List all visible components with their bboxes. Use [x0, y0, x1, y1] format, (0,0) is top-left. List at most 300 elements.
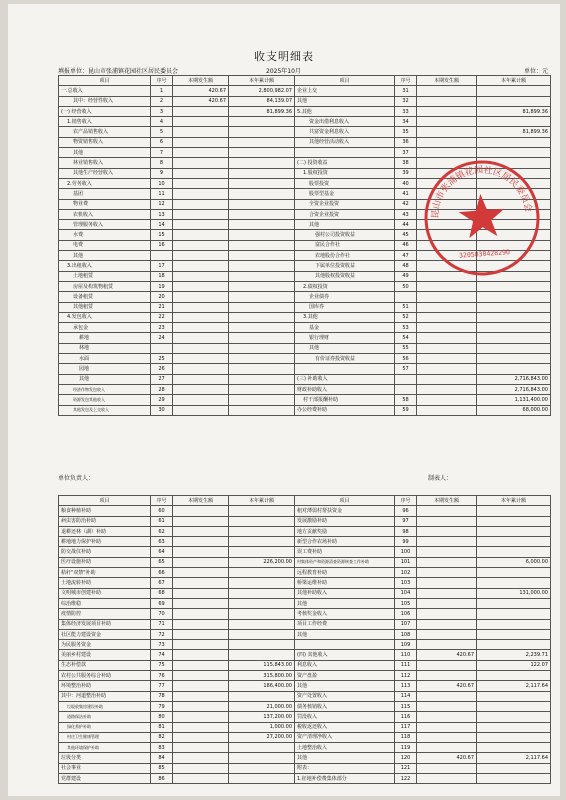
- column-header: 项目: [295, 76, 395, 86]
- right-item-cell: 办公经费补助: [295, 405, 395, 415]
- right-item-cell: 银行理财: [295, 333, 395, 343]
- right-item-cell: 发展激励补助: [295, 516, 395, 526]
- left-ytd-cell: [229, 240, 295, 250]
- right-ytd-cell: [477, 537, 551, 547]
- table-row: [59, 343, 551, 353]
- left-seq-cell: 85: [151, 763, 173, 773]
- left-period-cell: [173, 137, 229, 147]
- right-item-cell: 其他: [295, 220, 395, 230]
- left-ytd-cell: 137,200.00: [229, 712, 295, 722]
- left-period-cell: [173, 640, 229, 650]
- right-ytd-cell: [477, 743, 551, 753]
- column-header: 序号: [395, 496, 417, 506]
- right-period-cell: [417, 364, 477, 374]
- table-row: [59, 681, 551, 691]
- table-row: [59, 774, 551, 784]
- left-ytd-cell: [229, 261, 295, 271]
- left-item-cell: 综治维稳: [59, 598, 151, 608]
- column-header: 序号: [395, 76, 417, 86]
- right-ytd-cell: [477, 526, 551, 536]
- left-seq-cell: 71: [151, 619, 173, 629]
- left-ytd-cell: [229, 537, 295, 547]
- right-item-cell: 其他: [295, 343, 395, 353]
- left-item-cell: 1.销售收入: [59, 117, 151, 127]
- left-ytd-cell: [229, 281, 295, 291]
- right-period-cell: [417, 354, 477, 364]
- right-item-cell: 其他: [295, 629, 395, 639]
- right-seq-cell: 116: [395, 712, 417, 722]
- right-ytd-cell: [477, 292, 551, 302]
- preparer-label: 制表人：: [428, 475, 453, 482]
- right-item-cell: 富民合作社: [295, 240, 395, 250]
- right-ytd-cell: [477, 732, 551, 742]
- left-item-cell: (一) 经营收入: [59, 106, 151, 116]
- table-row: [59, 516, 551, 526]
- left-period-cell: [173, 588, 229, 598]
- left-period-cell: [173, 629, 229, 639]
- left-period-cell: [173, 395, 229, 405]
- right-period-cell: [417, 516, 477, 526]
- right-seq-cell: 58: [395, 395, 417, 405]
- left-ytd-cell: 21,000.00: [229, 701, 295, 711]
- right-period-cell: [417, 774, 477, 784]
- table-row: [59, 333, 551, 343]
- right-ytd-cell: 2,117.64: [477, 753, 551, 763]
- left-seq-cell: 1: [151, 86, 173, 96]
- left-item-cell: 社区能力建设资金: [59, 629, 151, 639]
- left-period-cell: 420.67: [173, 96, 229, 106]
- left-period-cell: [173, 199, 229, 209]
- left-period-cell: [173, 384, 229, 394]
- left-seq-cell: 61: [151, 516, 173, 526]
- left-period-cell: [173, 743, 229, 753]
- right-seq-cell: 115: [395, 701, 417, 711]
- right-ytd-cell: [477, 516, 551, 526]
- right-item-cell: 基金: [295, 323, 395, 333]
- right-item-cell: 其他: [295, 681, 395, 691]
- right-item-cell: 桥梁运维补助: [295, 578, 395, 588]
- right-period-cell: [417, 148, 477, 158]
- left-period-cell: [173, 537, 229, 547]
- left-period-cell: [173, 506, 229, 516]
- right-item-cell: 罚没收入: [295, 712, 395, 722]
- right-item-cell: 1.股权投资: [295, 168, 395, 178]
- right-period-cell: [417, 281, 477, 291]
- left-item-cell: 环境整治补助: [59, 681, 151, 691]
- left-item-cell: 绿化养护补助: [59, 722, 151, 732]
- left-seq-cell: 4: [151, 117, 173, 127]
- left-seq-cell: 76: [151, 671, 173, 681]
- left-item-cell: 物资销售收入: [59, 137, 151, 147]
- right-seq-cell: 31: [395, 86, 417, 96]
- left-seq-cell: 20: [151, 292, 173, 302]
- table-row: [59, 395, 551, 405]
- left-seq-cell: 84: [151, 753, 173, 763]
- table-row: [59, 609, 551, 619]
- table-row: [59, 537, 551, 547]
- left-period-cell: [173, 178, 229, 188]
- right-item-cell: 其他股权投资收益: [295, 271, 395, 281]
- left-seq-cell: 19: [151, 281, 173, 291]
- right-ytd-cell: [477, 323, 551, 333]
- right-item-cell: 村集体资产和资源清查资源核查工作补助: [295, 557, 395, 567]
- column-header: 本期发生额: [417, 496, 477, 506]
- table-row: [59, 743, 551, 753]
- left-item-cell: 防交战仪补助: [59, 547, 151, 557]
- right-period-cell: [417, 537, 477, 547]
- left-seq-cell: 78: [151, 691, 173, 701]
- left-ytd-cell: [229, 354, 295, 364]
- right-ytd-cell: [477, 598, 551, 608]
- left-period-cell: [173, 323, 229, 333]
- left-item-cell: 医疗设施补助: [59, 557, 151, 567]
- table-row: [59, 732, 551, 742]
- left-item-cell: 4.发包收入: [59, 312, 151, 322]
- table-row: [59, 671, 551, 681]
- right-seq-cell: 100: [395, 547, 417, 557]
- right-seq-cell: 57: [395, 364, 417, 374]
- left-period-cell: [173, 148, 229, 158]
- table-row: [59, 96, 551, 106]
- table-row: [59, 629, 551, 639]
- left-period-cell: [173, 374, 229, 384]
- right-period-cell: [417, 660, 477, 670]
- left-item-cell: 村庄卫生健康管理: [59, 732, 151, 742]
- right-ytd-cell: [477, 629, 551, 639]
- right-seq-cell: 103: [395, 578, 417, 588]
- left-ytd-cell: 27,200.00: [229, 732, 295, 742]
- right-period-cell: [417, 568, 477, 578]
- right-period-cell: [417, 374, 477, 384]
- table-row: [59, 763, 551, 773]
- left-ytd-cell: [229, 323, 295, 333]
- right-period-cell: [417, 343, 477, 353]
- right-period-cell: 420.67: [417, 650, 477, 660]
- left-item-cell: 物业费: [59, 199, 151, 209]
- right-seq-cell: 119: [395, 743, 417, 753]
- left-ytd-cell: [229, 220, 295, 230]
- right-period-cell: [417, 506, 477, 516]
- right-item-cell: 共富资金利息收入: [295, 127, 395, 137]
- left-period-cell: [173, 774, 229, 784]
- left-item-cell: 农村公共服务综合补助: [59, 671, 151, 681]
- table-row: [59, 405, 551, 415]
- left-item-cell: 其他: [59, 148, 151, 158]
- left-seq-cell: 70: [151, 609, 173, 619]
- table-row: [59, 619, 551, 629]
- table-row: [59, 660, 551, 670]
- right-seq-cell: [395, 292, 417, 302]
- left-seq-cell: 83: [151, 743, 173, 753]
- left-item-cell: 集体经济发展项目补助: [59, 619, 151, 629]
- right-item-cell: 股票型基金: [295, 189, 395, 199]
- right-period-cell: [417, 609, 477, 619]
- unit-head-label: 单位负责人：: [58, 475, 95, 482]
- right-period-cell: [417, 526, 477, 536]
- right-item-cell: 企业债券: [295, 292, 395, 302]
- left-ytd-cell: [229, 168, 295, 178]
- right-ytd-cell: [477, 302, 551, 312]
- left-item-cell: 承包金: [59, 323, 151, 333]
- right-period-cell: [417, 588, 477, 598]
- right-period-cell: 420.67: [417, 681, 477, 691]
- right-seq-cell: 33: [395, 106, 417, 116]
- column-header: 本期发生额: [417, 76, 477, 86]
- left-seq-cell: [151, 343, 173, 353]
- right-ytd-cell: [477, 568, 551, 578]
- left-item-cell: 管理服务收入: [59, 220, 151, 230]
- right-period-cell: [417, 137, 477, 147]
- left-period-cell: [173, 230, 229, 240]
- official-seal: [418, 154, 546, 282]
- column-header: 序号: [151, 76, 173, 86]
- right-period-cell: [417, 619, 477, 629]
- left-item-cell: 一.总收入: [59, 86, 151, 96]
- left-item-cell: 3.出租收入: [59, 261, 151, 271]
- right-item-cell: 新型合作农场补助: [295, 537, 395, 547]
- left-item-cell: 土地租赁: [59, 271, 151, 281]
- left-ytd-cell: [229, 199, 295, 209]
- table-row: [59, 578, 551, 588]
- reporting-unit: 填报单位：昆山市张浦镇花园社区居民委员会: [58, 68, 179, 75]
- right-item-cell: (三) 补助收入: [295, 374, 395, 384]
- left-ytd-cell: [229, 312, 295, 322]
- left-ytd-cell: [229, 374, 295, 384]
- left-period-cell: [173, 333, 229, 343]
- right-seq-cell: 55: [395, 343, 417, 353]
- right-seq-cell: 47: [395, 251, 417, 261]
- right-ytd-cell: 81,899.36: [477, 127, 551, 137]
- left-item-cell: 电费: [59, 240, 151, 250]
- right-item-cell: (四) 其他收入: [295, 650, 395, 660]
- right-item-cell: 土地整治收入: [295, 743, 395, 753]
- right-seq-cell: 110: [395, 650, 417, 660]
- left-ytd-cell: 226,200.00: [229, 557, 295, 567]
- left-ytd-cell: [229, 364, 295, 374]
- left-period-cell: [173, 106, 229, 116]
- right-ytd-cell: 2,117.64: [477, 681, 551, 691]
- right-item-cell: 全资企业投资: [295, 199, 395, 209]
- right-item-cell: 有价证券投资收益: [295, 354, 395, 364]
- left-seq-cell: [151, 251, 173, 261]
- left-seq-cell: 25: [151, 354, 173, 364]
- table-row: [59, 691, 551, 701]
- right-period-cell: [417, 333, 477, 343]
- column-header: 项目: [295, 496, 395, 506]
- right-ytd-cell: [477, 671, 551, 681]
- left-item-cell: 文明城市创建补助: [59, 588, 151, 598]
- left-period-cell: [173, 526, 229, 536]
- right-seq-cell: 38: [395, 158, 417, 168]
- table-row: [59, 598, 551, 608]
- left-period-cell: [173, 302, 229, 312]
- left-seq-cell: 66: [151, 568, 173, 578]
- left-period-cell: [173, 405, 229, 415]
- right-item-cell: 其他经营活动收入: [295, 137, 395, 147]
- table-row: [59, 364, 551, 374]
- table-row: [59, 712, 551, 722]
- right-seq-cell: 101: [395, 557, 417, 567]
- right-item-cell: (二) 投资收益: [295, 158, 395, 168]
- right-seq-cell: 32: [395, 96, 417, 106]
- table-row: [59, 374, 551, 384]
- left-seq-cell: 62: [151, 526, 173, 536]
- right-ytd-cell: 2,239.71: [477, 650, 551, 660]
- right-seq-cell: 41: [395, 189, 417, 199]
- left-ytd-cell: [229, 619, 295, 629]
- right-seq-cell: 49: [395, 271, 417, 281]
- right-item-cell: 误工费补助: [295, 547, 395, 557]
- right-item-cell: 国库券: [295, 302, 395, 312]
- left-seq-cell: 11: [151, 189, 173, 199]
- right-ytd-cell: 122.07: [477, 660, 551, 670]
- left-item-cell: 农机收入: [59, 209, 151, 219]
- right-ytd-cell: [477, 86, 551, 96]
- left-item-cell: 经济作物发包收入: [59, 384, 151, 394]
- right-ytd-cell: [477, 640, 551, 650]
- right-item-cell: 5.其他: [295, 106, 395, 116]
- right-item-cell: 农地股份合作社: [295, 251, 395, 261]
- seal-code: 3205830428290: [458, 248, 511, 260]
- left-period-cell: [173, 209, 229, 219]
- right-item-cell: 远程教育补助: [295, 568, 395, 578]
- left-period-cell: [173, 271, 229, 281]
- right-item-cell: 村干部报酬补助: [295, 395, 395, 405]
- left-ytd-cell: [229, 691, 295, 701]
- left-seq-cell: 74: [151, 650, 173, 660]
- right-seq-cell: 104: [395, 588, 417, 598]
- right-ytd-cell: 2,716,843.00: [477, 374, 551, 384]
- table-row: [59, 640, 551, 650]
- left-ytd-cell: [229, 578, 295, 588]
- left-seq-cell: 29: [151, 395, 173, 405]
- left-ytd-cell: [229, 547, 295, 557]
- left-ytd-cell: [229, 333, 295, 343]
- left-seq-cell: 6: [151, 137, 173, 147]
- left-item-cell: 粮食种植补助: [59, 506, 151, 516]
- left-seq-cell: 30: [151, 405, 173, 415]
- left-period-cell: [173, 354, 229, 364]
- right-period-cell: [417, 323, 477, 333]
- left-seq-cell: 15: [151, 230, 173, 240]
- left-item-cell: 退耕还林（湖）补助: [59, 526, 151, 536]
- left-seq-cell: 60: [151, 506, 173, 516]
- table-row: [59, 722, 551, 732]
- right-seq-cell: 35: [395, 127, 417, 137]
- right-item-cell: 地方贡献奖励: [295, 526, 395, 536]
- left-period-cell: [173, 312, 229, 322]
- left-item-cell: 道路保洁补助: [59, 712, 151, 722]
- right-seq-cell: 46: [395, 240, 417, 250]
- right-period-cell: [417, 302, 477, 312]
- left-period-cell: [173, 691, 229, 701]
- left-period-cell: [173, 557, 229, 567]
- right-period-cell: [417, 547, 477, 557]
- left-seq-cell: 3: [151, 106, 173, 116]
- right-seq-cell: 118: [395, 732, 417, 742]
- right-period-cell: 420.67: [417, 753, 477, 763]
- right-item-cell: 考核奖金收入: [295, 609, 395, 619]
- left-seq-cell: 7: [151, 148, 173, 158]
- left-ytd-cell: [229, 743, 295, 753]
- table-row: [59, 137, 551, 147]
- table-row: [59, 526, 551, 536]
- left-item-cell: 疫情防控: [59, 609, 151, 619]
- left-ytd-cell: [229, 127, 295, 137]
- left-ytd-cell: [229, 117, 295, 127]
- right-ytd-cell: 131,000.00: [477, 588, 551, 598]
- table-row: [59, 86, 551, 96]
- right-period-cell: [417, 96, 477, 106]
- left-ytd-cell: [229, 526, 295, 536]
- left-seq-cell: 18: [151, 271, 173, 281]
- left-item-cell: 水费: [59, 230, 151, 240]
- right-period-cell: [417, 86, 477, 96]
- right-seq-cell: 45: [395, 230, 417, 240]
- left-seq-cell: 27: [151, 374, 173, 384]
- left-seq-cell: 13: [151, 209, 173, 219]
- right-seq-cell: 114: [395, 691, 417, 701]
- left-item-cell: 为民服务资金: [59, 640, 151, 650]
- left-item-cell: 垃圾收集房建设补助: [59, 701, 151, 711]
- right-item-cell: [295, 364, 395, 374]
- right-ytd-cell: 81,899.36: [477, 106, 551, 116]
- right-seq-cell: 122: [395, 774, 417, 784]
- column-header: 序号: [151, 496, 173, 506]
- table-row: [59, 148, 551, 158]
- right-period-cell: [417, 384, 477, 394]
- left-ytd-cell: [229, 650, 295, 660]
- left-item-cell: 基团: [59, 189, 151, 199]
- seal-arc-path: 昆山市张浦镇花园社区居民委员会: [430, 165, 533, 219]
- left-seq-cell: 63: [151, 537, 173, 547]
- left-seq-cell: 12: [151, 199, 173, 209]
- left-period-cell: [173, 240, 229, 250]
- left-item-cell: 水面: [59, 354, 151, 364]
- column-header: 本期发生额: [173, 496, 229, 506]
- left-period-cell: [173, 619, 229, 629]
- right-item-cell: 租对薄弱村帮扶资金: [295, 506, 395, 516]
- column-header: 本期发生额: [173, 76, 229, 86]
- left-seq-cell: 8: [151, 158, 173, 168]
- left-period-cell: [173, 281, 229, 291]
- right-seq-cell: 54: [395, 333, 417, 343]
- right-period-cell: [417, 722, 477, 732]
- left-period-cell: [173, 251, 229, 261]
- left-ytd-cell: 186,400.00: [229, 681, 295, 691]
- right-item-cell: 债务核销收入: [295, 701, 395, 711]
- right-ytd-cell: [477, 774, 551, 784]
- right-seq-cell: 40: [395, 178, 417, 188]
- left-seq-cell: 80: [151, 712, 173, 722]
- right-item-cell: 1.征地补偿费集体部分: [295, 774, 395, 784]
- right-seq-cell: 112: [395, 671, 417, 681]
- right-item-cell: 企业上交: [295, 86, 395, 96]
- right-item-cell: 合资企业投资: [295, 209, 395, 219]
- table-row: [59, 106, 551, 116]
- right-ytd-cell: [477, 343, 551, 353]
- right-item-cell: 股票投资: [295, 178, 395, 188]
- right-seq-cell: 97: [395, 516, 417, 526]
- left-item-cell: 病虫害防治补助: [59, 516, 151, 526]
- left-item-cell: 垃圾分类: [59, 753, 151, 763]
- left-ytd-cell: [229, 395, 295, 405]
- right-ytd-cell: [477, 364, 551, 374]
- right-seq-cell: 98: [395, 526, 417, 536]
- right-period-cell: [417, 763, 477, 773]
- left-period-cell: 420.67: [173, 86, 229, 96]
- left-period-cell: [173, 117, 229, 127]
